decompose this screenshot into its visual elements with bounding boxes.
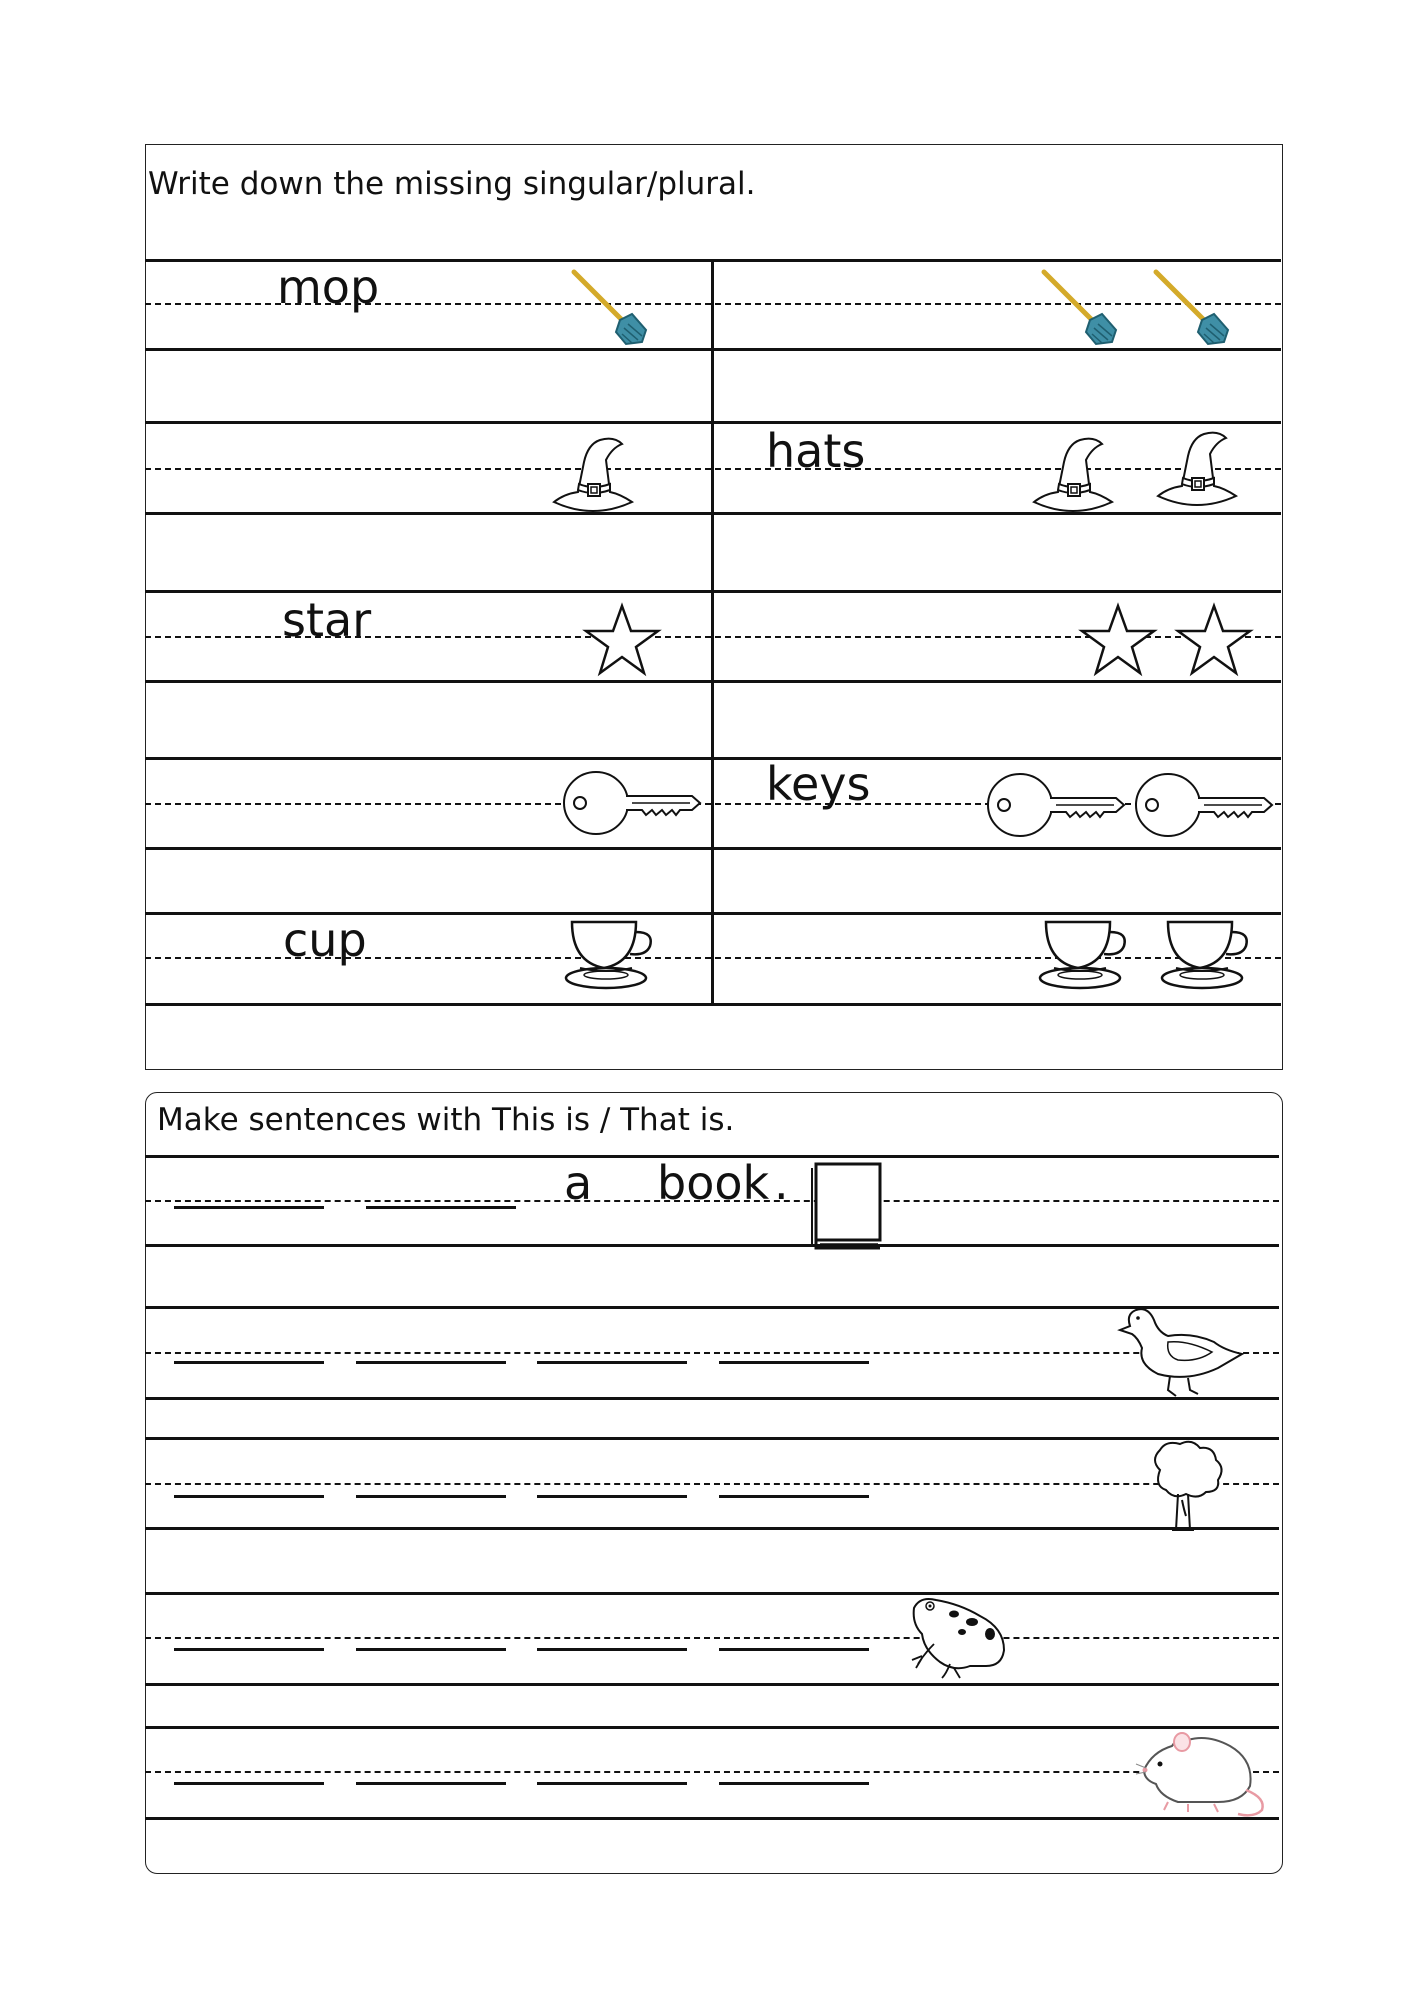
example-noun: book [657, 1156, 770, 1210]
writing-line-mid [145, 1352, 1279, 1354]
example-article: a [564, 1156, 593, 1210]
sentence-blank[interactable] [719, 1361, 869, 1364]
sentence-blank[interactable] [174, 1361, 324, 1364]
sentence-blank[interactable] [719, 1782, 869, 1785]
witch-hat-icon [1154, 422, 1240, 510]
writing-line-top [145, 1306, 1279, 1309]
sentence-blank[interactable] [537, 1782, 687, 1785]
writing-line-base [145, 1817, 1279, 1820]
sentence-blank[interactable] [719, 1648, 869, 1651]
column-divider [711, 261, 714, 1005]
sentence-blank[interactable] [356, 1495, 506, 1498]
writing-line-mid [145, 1637, 1279, 1639]
exercise-2-instruction: Make sentences with This is / That is. [157, 1102, 735, 1138]
mop-icon [1152, 270, 1236, 356]
singular-word-mop: mop [277, 260, 380, 314]
sentence-blank[interactable] [174, 1648, 324, 1651]
plural-word-hats: hats [766, 424, 866, 478]
book-icon [808, 1162, 884, 1252]
exercise-1-instruction: Write down the missing singular/plural. [148, 166, 756, 202]
row-baseline [145, 847, 1281, 850]
key-icon [562, 770, 702, 836]
writing-line-mid [145, 1483, 1279, 1485]
writing-line-base [145, 1527, 1279, 1530]
duck-icon [1118, 1302, 1248, 1400]
sentence-blank[interactable] [537, 1361, 687, 1364]
singular-word-cup: cup [283, 913, 367, 967]
teacup-icon [566, 918, 662, 992]
sentence-blank[interactable] [537, 1648, 687, 1651]
sentence-blank[interactable] [356, 1361, 506, 1364]
writing-line-top [145, 1592, 1279, 1595]
mop-icon [570, 270, 654, 356]
example-period: . [774, 1156, 789, 1210]
plural-word-keys: keys [766, 757, 871, 811]
writing-line-mid [145, 1771, 1279, 1773]
sentence-blank[interactable] [174, 1782, 324, 1785]
writing-line-top [145, 1726, 1279, 1729]
sentence-blank[interactable] [356, 1782, 506, 1785]
mop-icon [1040, 270, 1124, 356]
singular-word-star: star [282, 593, 372, 647]
key-icon [986, 772, 1126, 838]
row-baseline [145, 1003, 1281, 1006]
sentence-blank[interactable] [719, 1495, 869, 1498]
sentence-blank[interactable] [356, 1648, 506, 1651]
teacup-icon [1162, 918, 1258, 992]
mouse-icon [1138, 1722, 1274, 1820]
witch-hat-icon [550, 428, 636, 516]
sentence-blank[interactable] [174, 1495, 324, 1498]
tree-icon [1146, 1440, 1226, 1532]
witch-hat-icon [1030, 428, 1116, 516]
writing-line-base [145, 1683, 1279, 1686]
star-icon [1080, 604, 1156, 676]
row-baseline [145, 680, 1281, 683]
key-icon [1134, 772, 1274, 838]
blank-is[interactable] [366, 1206, 516, 1209]
star-icon [584, 604, 660, 676]
writing-line-top [145, 1437, 1279, 1440]
frog-icon [910, 1594, 1010, 1680]
sentence-blank[interactable] [537, 1495, 687, 1498]
teacup-icon [1040, 918, 1136, 992]
writing-line-base [145, 1397, 1279, 1400]
blank-this-that[interactable] [174, 1206, 324, 1209]
writing-line-base [145, 1244, 1279, 1247]
star-icon [1176, 604, 1252, 676]
